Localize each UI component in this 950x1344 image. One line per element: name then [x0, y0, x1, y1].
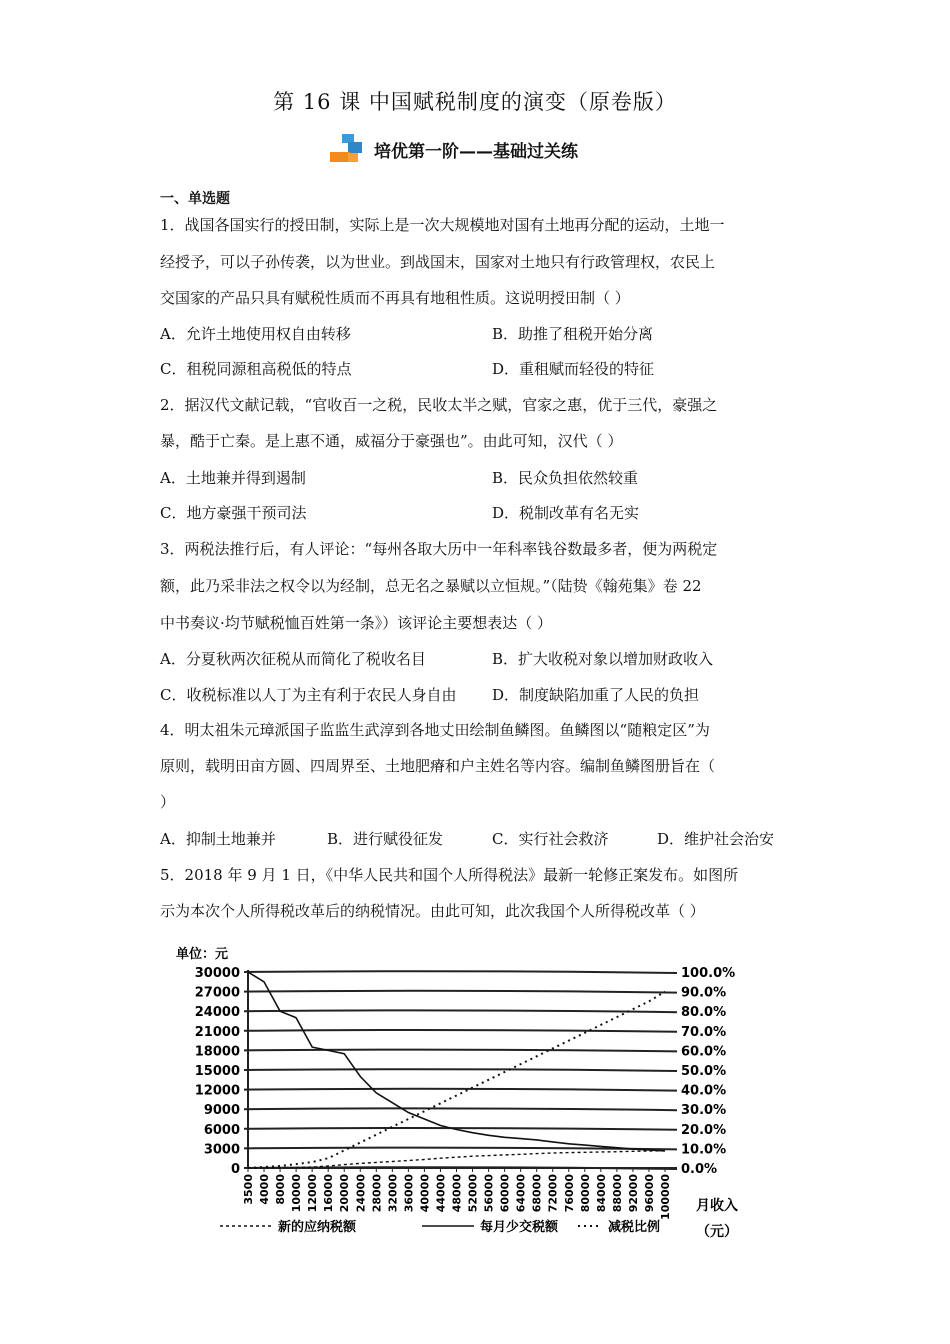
x-tick-label: 12000 [306, 1174, 320, 1213]
q4-line: ） [160, 793, 176, 811]
y-right-tick-label: 50.0% [681, 1064, 727, 1079]
y-left-tick-label: 12000 [194, 1083, 240, 1099]
x-tick-label: 40000 [418, 1174, 432, 1213]
y-right-tick-label: 0.0% [681, 1162, 718, 1177]
chart-legend [220, 1219, 660, 1235]
y-left-tick-label: 3000 [203, 1142, 240, 1158]
x-tick-label: 72000 [546, 1174, 560, 1213]
q1-option-c[interactable]: C．租税同源租高税低的特点 [160, 360, 352, 378]
q5-line: 5．2018 年 9 月 1 日，《中华人民共和国个人所得税法》最新一轮修正案发布。如图所 [160, 866, 739, 884]
gridline [244, 1030, 677, 1032]
y-left-tick-label: 0 [230, 1162, 240, 1177]
y-right-tick-label: 20.0% [681, 1122, 727, 1138]
x-tick-label: 16000 [322, 1174, 336, 1213]
q4-option-a[interactable]: A．抑制土地兼并 [160, 830, 276, 848]
x-tick-label: 80000 [578, 1174, 592, 1213]
q2-option-a[interactable]: A．土地兼并得到遏制 [160, 469, 306, 487]
q1-line: 1．战国各国实行的授田制，实际上是一次大规模地对国有土地再分配的运动，土地一 [160, 216, 725, 234]
series-line-solid [248, 972, 665, 1151]
q2-line: 暴，酷于亡秦。是上惠不通，威福分于豪强也”。由此可知，汉代（ ） [160, 432, 623, 450]
x-tick-label: 32000 [386, 1174, 400, 1213]
y-right-tick-label: 70.0% [681, 1024, 727, 1040]
x-axis-label: 月收入 [696, 1198, 738, 1214]
x-axis-label: （元） [696, 1224, 738, 1238]
gridline [244, 991, 677, 993]
series-line-dotted [248, 992, 665, 1168]
x-tick-label: 20000 [338, 1174, 352, 1213]
x-tick-label: 4000 [258, 1174, 272, 1205]
gridline [244, 1069, 677, 1071]
series-line-dashed [248, 1151, 665, 1168]
x-tick-label: 60000 [498, 1174, 512, 1213]
x-tick-label: 68000 [530, 1174, 544, 1213]
q3-option-b[interactable]: B．扩大收税对象以增加财政收入 [492, 650, 714, 668]
y-left-tick-label: 27000 [194, 985, 240, 1001]
q1-option-b[interactable]: B．助推了租税开始分离 [492, 325, 654, 343]
y-right-tick-label: 10.0% [681, 1142, 727, 1158]
x-tick-label: 84000 [594, 1174, 608, 1213]
x-tick-label: 88000 [610, 1174, 624, 1213]
q2-option-c[interactable]: C．地方豪强干预司法 [160, 504, 307, 522]
q3-line: 3．两税法推行后，有人评论：“每州各取大历中一年科率钱谷数最多者，便为两税定 [160, 540, 718, 558]
legend-label: 减税比例 [608, 1220, 661, 1235]
x-tick-label: 52000 [466, 1174, 480, 1213]
x-tick-label: 100000 [659, 1174, 672, 1220]
q3-option-a[interactable]: A．分夏秋两次征税从而简化了税收名目 [160, 650, 426, 668]
q2-option-d[interactable]: D．税制改革有名无实 [492, 504, 640, 522]
x-tick-label: 56000 [482, 1174, 496, 1213]
y-left-tick-label: 9000 [203, 1103, 240, 1119]
x-tick-label: 36000 [402, 1174, 416, 1213]
q4-line: 原则，载明田亩方圆、四周界至、土地肥瘠和户主姓名等内容。编制鱼鳞图册旨在（ [160, 757, 716, 775]
x-tick-label: 3500 [242, 1174, 255, 1205]
unit-label: 单位：元 [176, 947, 229, 962]
x-tick-label: 8000 [274, 1174, 288, 1205]
y-right-tick-label: 40.0% [681, 1083, 727, 1099]
q1-line: 经授予，可以子孙传袭，以为世业。到战国末，国家对土地只有行政管理权，农民上 [160, 253, 716, 271]
y-left-tick-label: 24000 [194, 1005, 240, 1021]
x-tick-label: 44000 [434, 1174, 448, 1213]
q3-option-d[interactable]: D．制度缺陷加重了人民的负担 [492, 686, 700, 704]
gridline [244, 1010, 677, 1012]
y-right-tick-label: 100.0% [681, 966, 736, 981]
gridline [244, 1050, 677, 1052]
q1-option-a[interactable]: A．允许土地使用权自由转移 [160, 325, 351, 343]
x-tick-label: 48000 [450, 1174, 464, 1213]
q3-line: 额，此乃采非法之权令以为经制，总无名之暴赋以立恒规。”（陆贽《翰苑集》卷 22 [160, 577, 702, 595]
subtitle [328, 134, 578, 164]
q1-line: 交国家的产品只具有赋税性质而不再具有地租性质。这说明授田制（ ） [160, 289, 630, 307]
x-tick-label: 10000 [290, 1174, 304, 1213]
x-tick-label: 92000 [626, 1174, 640, 1213]
y-left-tick-label: 21000 [194, 1024, 240, 1040]
y-left-tick-label: 15000 [194, 1064, 240, 1079]
chart-grid [244, 970, 677, 1172]
y-right-tick-label: 60.0% [681, 1044, 727, 1060]
gridline [244, 971, 677, 973]
y-right-tick-label: 30.0% [681, 1103, 727, 1119]
x-tick-label: 96000 [642, 1174, 656, 1213]
q3-option-c[interactable]: C．收税标准以人丁为主有利于农民人身自由 [160, 686, 457, 704]
y-right-tick-label: 80.0% [681, 1005, 727, 1021]
subtitle-text: 培优第一阶——基础过关练 [374, 141, 578, 162]
q4-option-b[interactable]: B．进行赋役征发 [327, 830, 444, 848]
chart-labels [176, 946, 738, 1238]
q4-line: 4．明太祖朱元璋派国子监监生武淳到各地丈田绘制鱼鳞图。鱼鳞图以“随粮定区”为 [160, 721, 710, 739]
page-title: 第 16 课 中国赋税制度的演变（原卷版） [273, 90, 677, 114]
y-right-tick-label: 90.0% [681, 985, 727, 1001]
q3-line: 中书奏议·均节赋税恤百姓第一条》）该评论主要想表达（ ） [160, 614, 553, 632]
q4-option-d[interactable]: D．维护社会治安 [657, 830, 775, 848]
x-tick-label: 76000 [562, 1174, 576, 1213]
q2-line: 2．据汉代文献记载，“官收百一之税，民收太半之赋，官家之惠，优于三代，豪强之 [160, 396, 718, 414]
y-left-tick-label: 18000 [194, 1044, 240, 1060]
gridline [244, 1089, 677, 1091]
section-heading: 一、单选题 [160, 191, 230, 207]
stairs-logo-icon [328, 134, 370, 164]
tax-reform-chart [160, 938, 800, 1238]
q2-option-b[interactable]: B．民众负担依然较重 [492, 469, 639, 487]
x-tick-label: 28000 [370, 1174, 384, 1213]
x-tick-label: 64000 [514, 1174, 528, 1213]
q1-option-d[interactable]: D．重租赋而轻役的特征 [492, 360, 655, 378]
legend-label: 新的应纳税额 [278, 1220, 357, 1235]
legend-label: 每月少交税额 [480, 1220, 559, 1235]
q5-line: 示为本次个人所得税改革后的纳税情况。由此可知，此次我国个人所得税改革（ ） [160, 902, 705, 920]
gridline [244, 1108, 677, 1110]
q4-option-c[interactable]: C．实行社会救济 [492, 830, 609, 848]
x-tick-label: 24000 [354, 1174, 368, 1213]
y-left-tick-label: 6000 [203, 1122, 240, 1138]
y-left-tick-label: 30000 [194, 966, 240, 981]
